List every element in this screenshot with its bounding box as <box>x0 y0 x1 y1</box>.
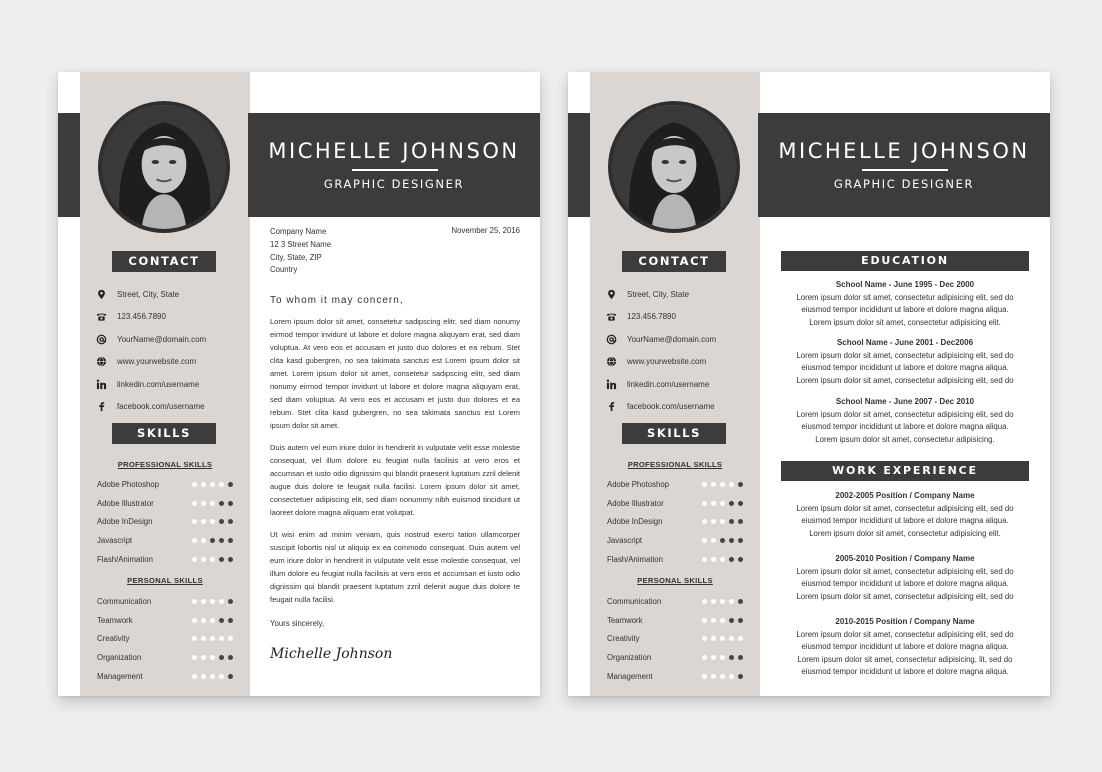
at-sign-icon <box>606 334 627 345</box>
entry-title: School Name - June 2001 - Dec2006 <box>836 338 974 347</box>
rating-dot <box>210 674 215 679</box>
letter-closing: Yours sincerely, <box>270 619 325 628</box>
contact-email: YourName@domain.com <box>96 328 246 351</box>
rating-dot <box>228 557 233 562</box>
header-band <box>758 113 1050 217</box>
rating-dot <box>201 674 206 679</box>
portrait-image <box>612 105 736 229</box>
entry-title: 2005-2010 Position / Company Name <box>835 554 975 563</box>
skill-name: Teamwork <box>97 615 133 625</box>
rating-dot <box>219 519 224 524</box>
education-heading: EDUCATION <box>781 251 1029 271</box>
rating-dot <box>219 538 224 543</box>
letter-paragraph: Lorem ipsum dolor sit amet, consetetur sadipscing elitr, sed diam nonumy eirmod tempor invidunt ut labore et dolore magna aliquyam erat, sed diam voluptua. At vero eos et accusam et justo duo dolores et ea rebum. Stet clita kasd gubergren, no sea takimata sanctus est Lorem ipsum dolor sit amet. Lorem ipsum dolor sit amet, consetetur sadipscing elitr, sed diam nonumy eirmod tempor invidunt ut labore et dolore magna aliquyam erat, sed diam voluptua. At vero eos et accusam et justo duo dolores et ea rebum. Stet clita kasd gubergren, no sea takimata sanctus est Lorem ipsum dolor sit amet. <box>270 317 520 430</box>
globe-icon <box>606 356 627 367</box>
skill-row <box>607 550 757 569</box>
skill-rating <box>192 482 233 487</box>
entry-line: Lorem ipsum dolor sit amet, consectetur adipisicing elit. <box>809 317 1001 327</box>
rating-dot <box>702 618 707 623</box>
entry-line: eiusmod tempor incididunt ut labore et dolore magna aliqua. <box>801 667 1009 677</box>
skill-rating <box>192 538 233 543</box>
skill-row <box>97 648 247 667</box>
rating-dot <box>192 557 197 562</box>
rating-dot <box>192 599 197 604</box>
letter-paragraph: Ut wisi enim ad minim veniam, quis nostrud exerci tation ullamcorper suscipit lobortis nisl ut aliquip ex ea commodo consequat. Duis autem vel eum iriure dolor in hendrerit in vulputate velit esse molestie consequat, vel illum dolore eu feugiat nulla facilisis at vero eros et accumsan et iusto odio dignissim qui blandit praesent luptatum zzril delenit augue duis dolore te feugait nulla facilisi. <box>270 530 520 604</box>
name-divider <box>862 169 948 171</box>
resume-entry <box>781 490 1029 540</box>
name-divider <box>352 169 438 171</box>
rating-dot <box>228 501 233 506</box>
rating-dot <box>711 674 716 679</box>
skills-heading: SKILLS <box>112 423 216 444</box>
rating-dot <box>738 538 743 543</box>
skill-rating <box>702 655 743 660</box>
contact-phone: 123.456.7890 <box>96 306 246 329</box>
rating-dot <box>219 557 224 562</box>
rating-dot <box>219 599 224 604</box>
contact-website: www.yourwebsite.com <box>606 351 756 374</box>
person-name: MICHELLE JOHNSON <box>778 139 1030 163</box>
rating-dot <box>729 674 734 679</box>
entry-line: eiusmod tempor incididunt ut labore et dolore magna aliqua. <box>801 516 1009 526</box>
rating-dot <box>711 636 716 641</box>
skill-rating <box>702 482 743 487</box>
rating-dot <box>720 519 725 524</box>
location-pin-icon <box>606 289 627 300</box>
letter-date: November 25, 2016 <box>451 226 520 235</box>
rating-dot <box>720 501 725 506</box>
rating-dot <box>711 482 716 487</box>
rating-dot <box>720 557 725 562</box>
rating-dot <box>711 501 716 506</box>
header-band-left <box>58 113 80 217</box>
skill-name: Creativity <box>607 634 640 644</box>
linkedin-icon <box>606 379 627 390</box>
rating-dot <box>729 519 734 524</box>
entry-line: eiusmod tempor incididunt ut labore et dolore magna aliqua. <box>801 363 1009 373</box>
rating-dot <box>228 618 233 623</box>
rating-dot <box>702 636 707 641</box>
rating-dot <box>720 618 725 623</box>
contact-facebook: facebook.com/username <box>96 396 246 419</box>
rating-dot <box>228 655 233 660</box>
contact-list <box>96 283 246 418</box>
rating-dot <box>228 674 233 679</box>
rating-dot <box>702 674 707 679</box>
contact-phone: 123.456.7890 <box>606 306 756 329</box>
entry-line: eiusmod tempor incididunt ut labore et dolore magna aliqua. <box>801 422 1009 432</box>
rating-dot <box>738 599 743 604</box>
recipient-address: Company Name 12 3 Street Name City, State, ZIP Country <box>270 227 332 275</box>
skill-name: Adobe Illustrator <box>97 498 154 508</box>
entry-title: School Name - June 1995 - Dec 2000 <box>835 280 975 289</box>
entry-line: Lorem ipsum dolor sit amet, consectetur adipisicing elit, sed do <box>796 591 1014 601</box>
rating-dot <box>738 501 743 506</box>
rating-dot <box>738 519 743 524</box>
skill-rating <box>192 618 233 623</box>
skill-name: Javascript <box>97 535 133 545</box>
rating-dot <box>702 655 707 660</box>
facebook-icon <box>606 401 627 412</box>
skill-row <box>607 531 757 550</box>
rating-dot <box>729 618 734 623</box>
resume-entry <box>781 553 1029 603</box>
entry-title: 2010-2015 Position / Company Name <box>835 617 975 626</box>
rating-dot <box>729 557 734 562</box>
rating-dot <box>192 482 197 487</box>
entry-line: eiusmod tempor incididunt ut labore et dolore magna aliqua. <box>801 579 1009 589</box>
rating-dot <box>711 519 716 524</box>
rating-dot <box>720 599 725 604</box>
location-pin-icon <box>96 289 117 300</box>
skill-rating <box>702 557 743 562</box>
rating-dot <box>702 519 707 524</box>
letter-paragraph: Duis autem vel eum iriure dolor in hendrerit in vulputate velit esse molestie consequat, vel illum dolore eu feugiat nulla facilisis at vero eros et accumsan et iusto odio dignissim qui blandit praesent luptatum zzril delenit augue duis dolore te feugait nulla facilisi. Lorem ipsum dolor sit amet, consectetuer adipiscing elit, sed diam nonummy nibh euismod tincidunt ut laoreet dolore magna aliquam erat volutpat. <box>270 443 520 517</box>
rating-dot <box>729 538 734 543</box>
rating-dot <box>702 599 707 604</box>
rating-dot <box>729 655 734 660</box>
entry-line: Lorem ipsum dolor sit amet, consectetur adipisicing elit, sed do <box>796 629 1014 639</box>
skill-name: Adobe Photoshop <box>607 479 669 489</box>
entry-line: eiusmod tempor incididunt ut labore et dolore magna aliqua. <box>801 305 1009 315</box>
header-band-left <box>568 113 590 217</box>
profile-photo <box>608 101 740 233</box>
phone-icon <box>606 311 627 322</box>
rating-dot <box>201 501 206 506</box>
person-role: GRAPHIC DESIGNER <box>833 177 975 191</box>
skill-rating <box>192 655 233 660</box>
rating-dot <box>720 482 725 487</box>
entry-line: Lorem ipsum dolor sit amet, consectetur adipisicing elit, sed do <box>796 350 1014 360</box>
rating-dot <box>738 482 743 487</box>
skill-rating <box>702 501 743 506</box>
linkedin-icon <box>96 379 117 390</box>
rating-dot <box>210 482 215 487</box>
rating-dot <box>219 482 224 487</box>
rating-dot <box>729 636 734 641</box>
globe-icon <box>96 356 117 367</box>
rating-dot <box>192 538 197 543</box>
phone-icon <box>96 311 117 322</box>
skill-name: Flash/Animation <box>97 554 153 564</box>
contact-heading: CONTACT <box>112 251 216 272</box>
rating-dot <box>192 674 197 679</box>
skill-rating <box>702 674 743 679</box>
rating-dot <box>219 618 224 623</box>
professional-skills-heading: PROFESSIONAL SKILLS <box>117 460 213 469</box>
skill-row <box>97 531 247 550</box>
person-name: MICHELLE JOHNSON <box>268 139 520 163</box>
skill-name: Adobe InDesign <box>607 517 663 527</box>
contact-list <box>606 283 756 418</box>
entry-line: Lorem ipsum dolor sit amet, consectetur adipisicing, lit, sed do <box>797 654 1013 664</box>
rating-dot <box>228 538 233 543</box>
skill-rating <box>192 636 233 641</box>
contact-facebook: facebook.com/username <box>606 396 756 419</box>
rating-dot <box>219 501 224 506</box>
skill-rating <box>702 519 743 524</box>
skill-name: Flash/Animation <box>607 554 663 564</box>
rating-dot <box>720 655 725 660</box>
skill-row <box>97 512 247 531</box>
skill-name: Teamwork <box>607 615 643 625</box>
rating-dot <box>738 674 743 679</box>
contact-address: Street, City, State <box>96 283 246 306</box>
skill-rating <box>702 538 743 543</box>
rating-dot <box>210 599 215 604</box>
contact-linkedin: linkedin.com/username <box>606 373 756 396</box>
portrait-image <box>102 105 226 229</box>
rating-dot <box>738 655 743 660</box>
cover-letter-page <box>58 72 540 696</box>
personal-skills-heading: PERSONAL SKILLS <box>637 576 713 585</box>
rating-dot <box>702 538 707 543</box>
rating-dot <box>711 599 716 604</box>
rating-dot <box>702 557 707 562</box>
signature: Michelle Johnson <box>270 646 393 662</box>
skill-row <box>607 592 757 611</box>
work-experience-heading: WORK EXPERIENCE <box>781 461 1029 481</box>
rating-dot <box>720 538 725 543</box>
skill-row <box>97 592 247 611</box>
rating-dot <box>219 674 224 679</box>
rating-dot <box>711 538 716 543</box>
skill-rating <box>192 599 233 604</box>
skill-row <box>607 512 757 531</box>
entry-line: Lorem ipsum dolor sit amet, consectetur adipisicing elit, sed do <box>796 375 1014 385</box>
professional-skills-heading: PROFESSIONAL SKILLS <box>627 460 723 469</box>
skill-name: Organization <box>607 652 652 662</box>
skill-rating <box>702 599 743 604</box>
rating-dot <box>210 538 215 543</box>
person-role: GRAPHIC DESIGNER <box>323 177 465 191</box>
skill-name: Management <box>607 671 653 681</box>
skill-name: Communication <box>97 596 152 606</box>
rating-dot <box>201 482 206 487</box>
rating-dot <box>228 636 233 641</box>
rating-dot <box>720 636 725 641</box>
resume-entry <box>781 616 1029 679</box>
resume-entry <box>781 396 1029 446</box>
professional-skills-list <box>97 475 247 568</box>
skill-row <box>607 475 757 494</box>
skill-rating <box>192 557 233 562</box>
rating-dot <box>192 655 197 660</box>
rating-dot <box>219 655 224 660</box>
skill-rating <box>192 501 233 506</box>
skill-rating <box>192 519 233 524</box>
skill-row <box>97 475 247 494</box>
skill-name: Javascript <box>607 535 643 545</box>
header-band <box>248 113 540 217</box>
rating-dot <box>201 618 206 623</box>
entry-line: Lorem ipsum dolor sit amet, consectetur adipisicing elit, sed do <box>796 409 1014 419</box>
contact-website: www.yourwebsite.com <box>96 351 246 374</box>
skill-name: Organization <box>97 652 142 662</box>
rating-dot <box>210 557 215 562</box>
profile-photo <box>98 101 230 233</box>
rating-dot <box>210 655 215 660</box>
skill-name: Adobe InDesign <box>97 517 153 527</box>
skill-rating <box>702 636 743 641</box>
skill-rating <box>702 618 743 623</box>
entry-line: eiusmod tempor incididunt ut labore et dolore magna aliqua. <box>801 642 1009 652</box>
rating-dot <box>219 636 224 641</box>
contact-address: Street, City, State <box>606 283 756 306</box>
letter-greeting: To whom it may concern, <box>270 295 404 306</box>
skill-row <box>607 494 757 513</box>
rating-dot <box>738 557 743 562</box>
rating-dot <box>210 618 215 623</box>
contact-heading: CONTACT <box>622 251 726 272</box>
resume-entry <box>781 337 1029 387</box>
rating-dot <box>738 636 743 641</box>
rating-dot <box>702 482 707 487</box>
rating-dot <box>201 519 206 524</box>
entry-line: Lorem ipsum dolor sit amet, consectetur adipisicing elit, sed do <box>796 566 1014 576</box>
personal-skills-list <box>607 592 757 685</box>
skill-row <box>97 667 247 686</box>
rating-dot <box>711 557 716 562</box>
entry-line: Lorem ipsum dolor sit amet, consectetur adipisicing. <box>815 434 995 444</box>
rating-dot <box>192 519 197 524</box>
rating-dot <box>201 599 206 604</box>
skill-name: Communication <box>607 596 662 606</box>
facebook-icon <box>96 401 117 412</box>
skill-name: Management <box>97 671 143 681</box>
rating-dot <box>729 599 734 604</box>
rating-dot <box>210 636 215 641</box>
skill-rating <box>192 674 233 679</box>
contact-linkedin: linkedin.com/username <box>96 373 246 396</box>
resume-page <box>568 72 1050 696</box>
at-sign-icon <box>96 334 117 345</box>
rating-dot <box>192 501 197 506</box>
entry-line: Lorem ipsum dolor sit amet, consectetur adipisicing elit. <box>809 528 1001 538</box>
skill-row <box>607 667 757 686</box>
resume-entry <box>781 279 1029 329</box>
entry-title: School Name - June 2007 - Dec 2010 <box>835 397 975 406</box>
entry-line: Lorem ipsum dolor sit amet, consectetur adipisicing elit, sed do <box>796 292 1014 302</box>
skill-name: Adobe Illustrator <box>607 498 664 508</box>
rating-dot <box>192 636 197 641</box>
rating-dot <box>711 655 716 660</box>
rating-dot <box>210 501 215 506</box>
rating-dot <box>201 557 206 562</box>
skill-row <box>607 629 757 648</box>
contact-email: YourName@domain.com <box>606 328 756 351</box>
professional-skills-list <box>607 475 757 568</box>
skill-row <box>97 550 247 569</box>
skill-row <box>607 648 757 667</box>
rating-dot <box>201 655 206 660</box>
rating-dot <box>711 618 716 623</box>
skills-heading: SKILLS <box>622 423 726 444</box>
skill-row <box>97 611 247 630</box>
rating-dot <box>702 501 707 506</box>
skill-row <box>97 494 247 513</box>
rating-dot <box>720 674 725 679</box>
rating-dot <box>228 482 233 487</box>
rating-dot <box>192 618 197 623</box>
entry-title: 2002-2005 Position / Company Name <box>835 491 975 500</box>
rating-dot <box>228 519 233 524</box>
rating-dot <box>729 482 734 487</box>
rating-dot <box>228 599 233 604</box>
rating-dot <box>738 618 743 623</box>
skill-name: Creativity <box>97 634 130 644</box>
entry-line: Lorem ipsum dolor sit amet, consectetur adipisicing elit, sed do <box>796 503 1014 513</box>
personal-skills-list <box>97 592 247 685</box>
personal-skills-heading: PERSONAL SKILLS <box>127 576 203 585</box>
skill-row <box>607 611 757 630</box>
skill-name: Adobe Photoshop <box>97 479 159 489</box>
rating-dot <box>729 501 734 506</box>
rating-dot <box>201 538 206 543</box>
rating-dot <box>210 519 215 524</box>
rating-dot <box>201 636 206 641</box>
skill-row <box>97 629 247 648</box>
